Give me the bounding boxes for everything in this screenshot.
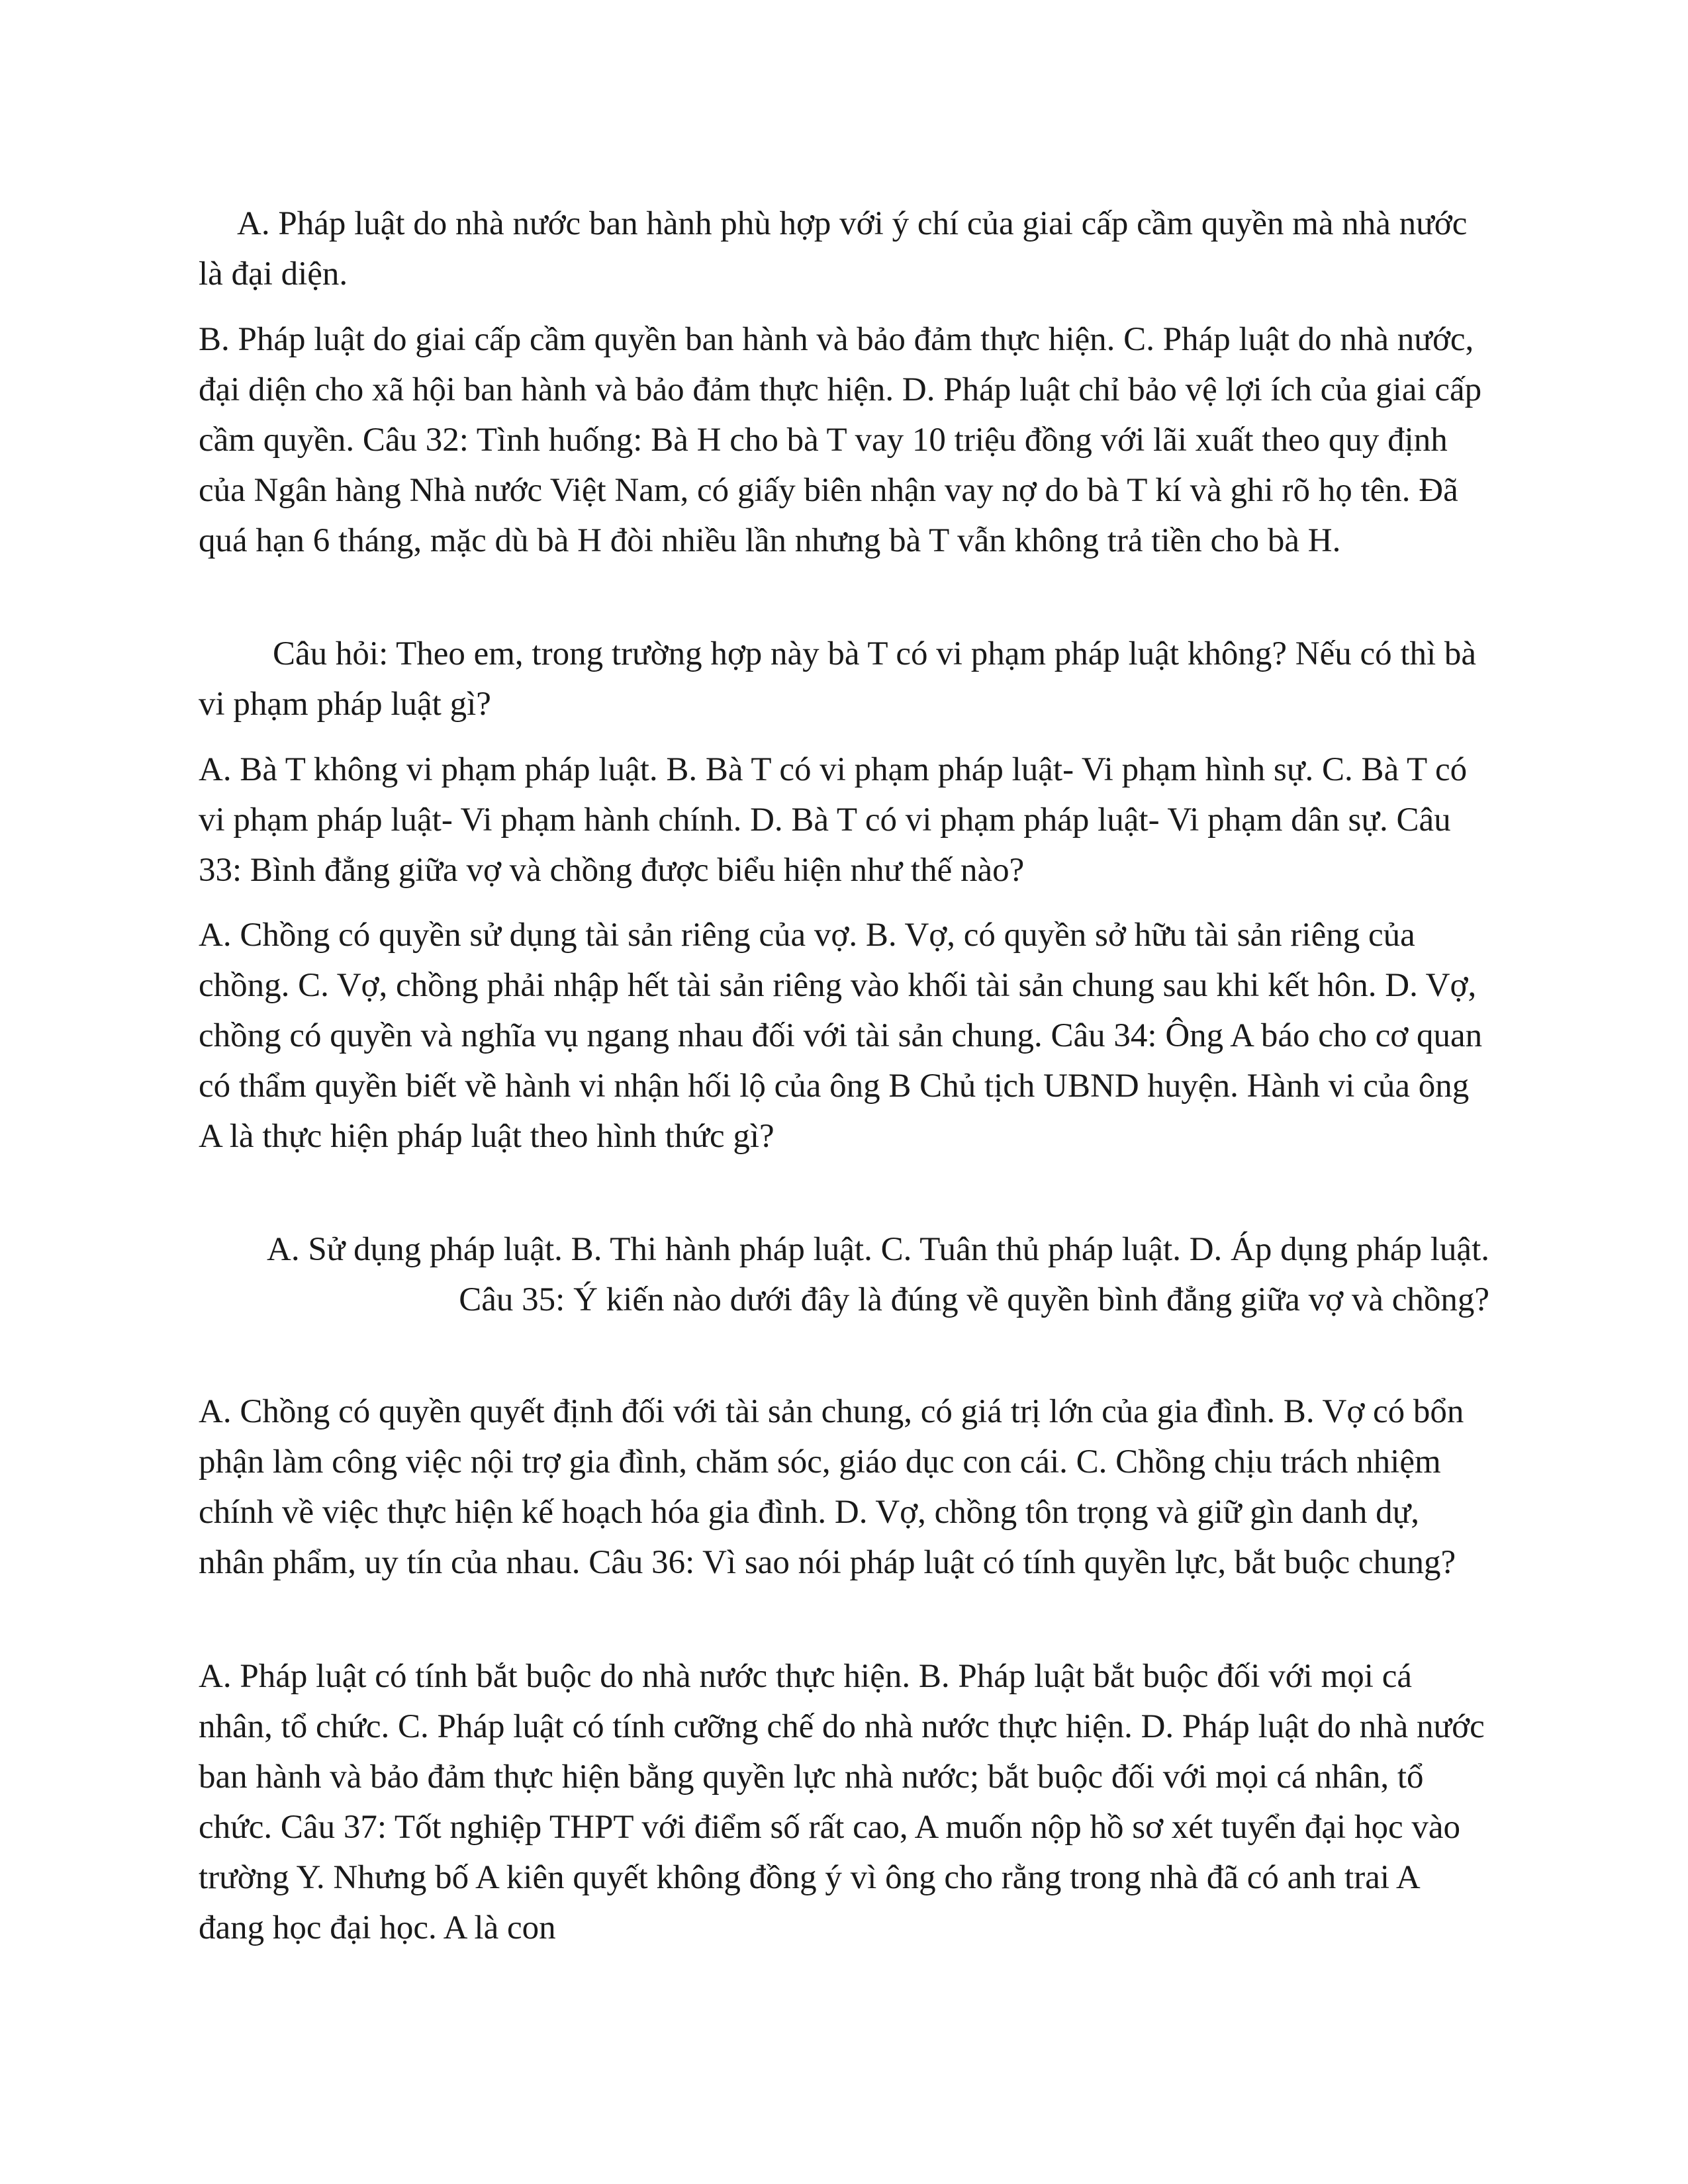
paragraph-question-32: B. Pháp luật do giai cấp cầm quyền ban hành và bảo đảm thực hiện. C. Pháp luật do nhà nước, đại diện cho xã hội ban hành và bảo đảm thực hiện. D. Pháp luật chỉ bảo vệ lợi ích của giai cấp cầm quyền. Câu 32: Tình huống: Bà H cho bà T vay 10 triệu đồng với lãi xuất theo quy định của Ngân hàng Nhà nước Việt Nam, có giấy biên nhận vay nợ do bà T kí và ghi rõ họ tên. Đã quá hạn 6 tháng, mặc dù bà H đòi nhiều lần nhưng bà T vẫn không trả tiền cho bà H. xyxy=(199,321,1482,559)
paragraph-question-35: A. Sử dụng pháp luật. B. Thi hành pháp luật. C. Tuân thủ pháp luật. D. Áp dụng pháp luật. Câu 35: Ý kiến nào dưới đây là đúng về quyền bình đẳng giữa vợ và chồng? xyxy=(266,1231,1489,1318)
paragraph-question-36: A. Chồng có quyền quyết định đối với tài sản chung, có giá trị lớn của gia đình. B. Vợ có bổn phận làm công việc nội trợ gia đình, chăm sóc, giáo dục con cái. C. Chồng chịu trách nhiệm chính về việc thực hiện kế hoạch hóa gia đình. D. Vợ, chồng tôn trọng và giữ gìn danh dự, nhân phẩm, uy tín của nhau. Câu 36: Vì sao nói pháp luật có tính quyền lực, bắt buộc chung? xyxy=(199,1393,1464,1581)
paragraph-answer-option-a: A. Pháp luật do nhà nước ban hành phù hợp với ý chí của giai cấp cầm quyền mà nhà nước là đại diện. xyxy=(199,205,1468,293)
paragraph-question-32-prompt: Câu hỏi: Theo em, trong trường hợp này bà T có vi phạm pháp luật không? Nếu có thì bà vi phạm pháp luật gì? xyxy=(199,635,1477,723)
paragraph-question-34: A. Chồng có quyền sử dụng tài sản riêng của vợ. B. Vợ, có quyền sở hữu tài sản riêng của chồng. C. Vợ, chồng phải nhập hết tài sản riêng vào khối tài sản chung sau khi kết hôn. D. Vợ, chồng có quyền và nghĩa vụ ngang nhau đối với tài sản chung. Câu 34: Ông A báo cho cơ quan có thẩm quyền biết về hành vi nhận hối lộ của ông B Chủ tịch UBND huyện. Hành vi của ông A là thực hiện pháp luật theo hình thức gì? xyxy=(199,917,1483,1155)
paragraph-question-37: A. Pháp luật có tính bắt buộc do nhà nước thực hiện. B. Pháp luật bắt buộc đối với mọi cá nhân, tổ chức. C. Pháp luật có tính cưỡng chế do nhà nước thực hiện. D. Pháp luật do nhà nước ban hành và bảo đảm thực hiện bằng quyền lực nhà nước; bắt buộc đối với mọi cá nhân, tổ chức. Câu 37: Tốt nghiệp THPT với điểm số rất cao, A muốn nộp hồ sơ xét tuyển đại học vào trường Y. Nhưng bố A kiên quyết không đồng ý vì ông cho rằng trong nhà đã có anh trai A đang học đại học. A là con xyxy=(199,1658,1485,1946)
paragraph-question-33: A. Bà T không vi phạm pháp luật. B. Bà T có vi phạm pháp luật- Vi phạm hình sự. C. Bà T có vi phạm pháp luật- Vi phạm hành chính. D. Bà T có vi phạm pháp luật- Vi phạm dân sự. Câu 33: Bình đẳng giữa vợ và chồng được biểu hiện như thế nào? xyxy=(199,751,1468,889)
